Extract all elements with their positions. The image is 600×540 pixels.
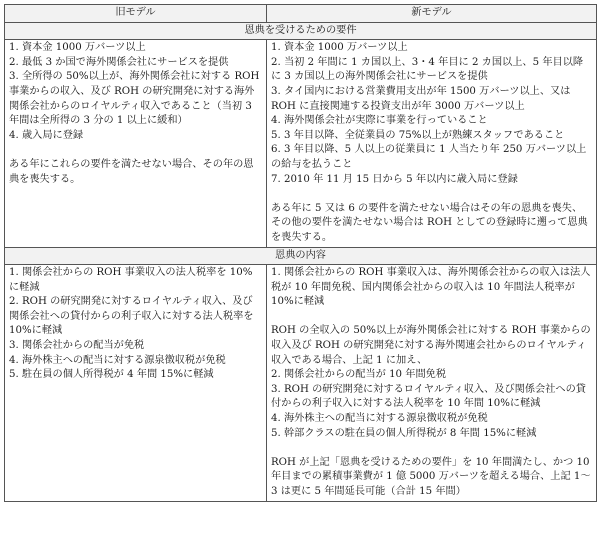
old-req-2: 2. 最低 3 か国で海外関係会社にサービスを提供	[9, 56, 229, 68]
new-req-5: 5. 3 年目以降、全従業員の 75%以上が熟練スタッフであること	[271, 129, 565, 141]
comparison-table	[4, 4, 597, 502]
section-title-benefits: 恩典の内容	[5, 247, 597, 265]
old-benefit-4: 4. 海外株主への配当に対する源泉徴収税が免税	[9, 354, 226, 366]
old-benefit-1: 1. 関係会社からの ROH 事業収入の法人税率を 10%に軽減	[9, 267, 253, 293]
benefits-row	[5, 265, 597, 502]
requirements-new-cell	[267, 40, 597, 247]
header-old-model: 旧モデル	[5, 5, 267, 23]
spacer	[271, 187, 592, 202]
benefits-new-cell	[267, 265, 597, 502]
new-benefit-3: 3. ROH の研究開発に対するロイヤルティ収入、及び関係会社への貸付からの利子収入に対する法人税率を 10 年間 10%に軽減	[271, 383, 586, 410]
old-req-note: ある年にこれらの要件を満たせない場合、その年の恩典を喪失する。	[9, 158, 254, 185]
new-benefit-2: 2. 関係会社からの配当が 10 年間免税	[271, 369, 447, 381]
new-benefit-4: 4. 海外株主への配当に対する源泉徴収税が免税	[271, 413, 488, 425]
header-row	[5, 5, 597, 23]
section-title-requirements: 恩典を受けるための要件	[5, 22, 597, 40]
header-new-model: 新モデル	[267, 5, 597, 23]
old-req-3: 3. 全所得の 50%以上が、海外関係会社に対する ROH 事業からの収入、及び ROH の研究開発に対する海外関係会社からのロイヤルティ収入であること（当初 3 年間は全所得の 3 分の 1 以上に緩和）	[9, 71, 260, 127]
new-req-3: 3. タイ国内における営業費用支出が年 1500 万バーツ以上、又は ROH に直接関連する投資支出が年 3000 万バーツ以上	[271, 85, 571, 112]
old-benefit-3: 3. 関係会社からの配当が免税	[9, 340, 145, 352]
benefits-old-cell	[5, 265, 267, 502]
section-row-benefits	[5, 247, 597, 265]
spacer	[9, 143, 262, 158]
requirements-old-cell	[5, 40, 267, 247]
old-req-1: 1. 資本金 1000 万バーツ以上	[9, 42, 146, 54]
requirements-row	[5, 40, 597, 247]
new-req-7: 7. 2010 年 11 月 15 日から 5 年以内に歳入局に登録	[271, 173, 518, 185]
spacer	[271, 310, 592, 325]
new-benefit-condition: ROH の全収入の 50%以上が海外関係会社に対する ROH 事業からの収入及び ROH の研究開発に対する海外関連会社からのロイヤルティ収入である場合、上記 1 に加え、	[271, 325, 591, 366]
new-benefit-extension: ROH が上記「恩典を受けるための要件」を 10 年間満たし、かつ 10 年目までの累積事業費が 1 億 5000 万バーツを超える場合、上記 1～3 は更に 5 年間延長可能（合計 15 年間）	[271, 456, 591, 497]
new-req-1: 1. 資本金 1000 万バーツ以上	[271, 42, 408, 54]
new-req-6: 6. 3 年目以降、5 人以上の従業員に 1 人当たり年 250 万バーツ以上の給与を払うこと	[271, 144, 587, 170]
new-benefit-1: 1. 関係会社からの ROH 事業収入は、海外関係会社からの収入は法人税が 10 年間免税、国内関係会社からの収入は 10 年間法人税率が 10%に軽減	[271, 267, 591, 308]
new-req-2: 2. 当初 2 年間に 1 カ国以上、3・4 年目に 2 カ国以上、5 年目以降に 3 カ国以上の海外関係会社にサービスを提供	[271, 56, 584, 83]
spacer	[271, 441, 592, 456]
new-benefit-5: 5. 幹部クラスの駐在員の個人所得税が 8 年間 15%に軽減	[271, 427, 537, 439]
new-req-note: ある年に 5 又は 6 の要件を満たせない場合はその年の恩典を喪失、その他の要件を満たせない場合は ROH としての登録時に遡って恩典を喪失する。	[271, 202, 588, 243]
old-req-4: 4. 歳入局に登録	[9, 129, 84, 141]
section-row-requirements	[5, 22, 597, 40]
new-req-4: 4. 海外関係会社が実際に事業を行っていること	[271, 115, 488, 127]
old-benefit-2: 2. ROH の研究開発に対するロイヤルティ収入、及び関係会社への貸付からの利子収入に対する法人税率を 10%に軽減	[9, 296, 254, 337]
old-benefit-5: 5. 駐在員の個人所得税が 4 年間 15%に軽減	[9, 369, 214, 381]
